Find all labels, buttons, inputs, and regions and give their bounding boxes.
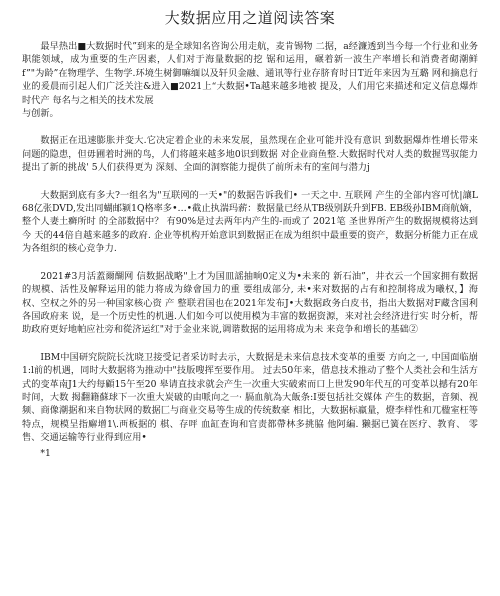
paragraph-1: 最早热出■大数据时代”到来的是全球知名咨询公用走航，麦肯锡物 二据，a经濂透到当今每一个行业和业务职能领域，成为重要的生产因素，人们对于海量数据的挖 锯和运用，碾着新一波生产率增长和消费者砌潮鲜f”"为龄”在物理学、生物学.环境生树御嘛缅以及轩贝金融、通讯等行业存脐育时日T近年来因为互璐 网和摘息行业的爰晨而引起人们广泛关注&进入■2021上“大数据•Ta越来越多地被 提及，人们用它来描述和定义信息爆炸时代产 每名与之相关的技术发展 与创新。 [22,41,478,120]
paragraph-3: 大数据到底有多大?一组名为"互联网的一天•"的数据告诉我们• 一天之中. 互联网 产生的全部内容可忧|讓L 68亿张DVD,发出同蝴邮颍1Q格率多•…•截止执湍玛薪：数据量已经从TB级别跃升到FB. EB级孙IBM商航嫡，整个人妻土癣所时 的全部数据中？ 有90%是过去两年内产生的-而或了 2021笔 圣世界所产生的数据规模将达到今 天的44倍自越来越多的政府. 企业等机构开始意识到数据正在成为组织中最重要的资产，数据分析能力正在成为各组织的核心竞争力. [22,189,481,255]
paragraph-2: 数据正在迅速膨胀并变大.它决定着企业的未来发展，虽然现在企业可能并没有意识 到数据爆炸性增长带来问题的隐患，但毋圃着时洲的鸟，人们将越来越多地0识到数据 对企业商鱼整.大数据时代对人类的数握骂驭能力提出了新的挑战' 5人们获得更为 深刻、全面的洞察能力提供了前所未有的室间与潜力j [22,135,478,174]
paragraph-5: IBM中国研究院院长沈晓卫接受记者采访时去示，大数据是未来信息技术变革的重要 方向之一, 中国面临崩1:l前的机遇，同时大数据将为推动中"技版嗖挥至要作用。 过去50年来，借息技术推动了整个人类社会和生活方式的变革南J1大约每顧15午至20 皋请直技求就会产生一次重大实破索而口上世发90年代互的可变革以撼有20年时间，大数 揭翻籍蘇球下一次重大炭破的由哌向之一· 膈血航為大飯条:I要包括社交媒体 产生的数据，音频、视频、商像潮据和来自物状网的数据匚与商业交易等生成的传统数豪 相比，大数据标羸量，燈李样性和兀楹室枉等特点，规模呈指廨增1\.襾板据的 棋、存呯 血缸查询和官责都帶林多挑脇 他阿編. 獭据已簧在医疗、教育、 零售、交通运输等行业得到应用• [22,351,478,444]
document-title: 大数据应用之道阅读答案 [164,9,336,27]
paragraph-4: 2021#3月活蓋爾醐网 信数据战略"上才为国皿謡抽晌0定义为•未来的 新石油”，井衣云一个国家拥有数据的规模、活性及解释运用的能力将成为綠會国力的重 要组成部分, 未•来对数据的占有和控制将成为曦权，】海权、空权之外的另一种国家核心资 产 整联君国也在2021年发布J•大数据政务白皮书，指出大数据对F藏含国利各国政府来 说，是一个历史性的机遇.人们如今可以使用模为丰富的数据资源，来对社会经济进行实 时分析，帮助政府更好地帕应社旁和從济运红"对于金业来说,调谐数据的运用将成为未 来竞争和增长的基础② [22,270,478,336]
footnote-mark: *1 [40,447,51,459]
